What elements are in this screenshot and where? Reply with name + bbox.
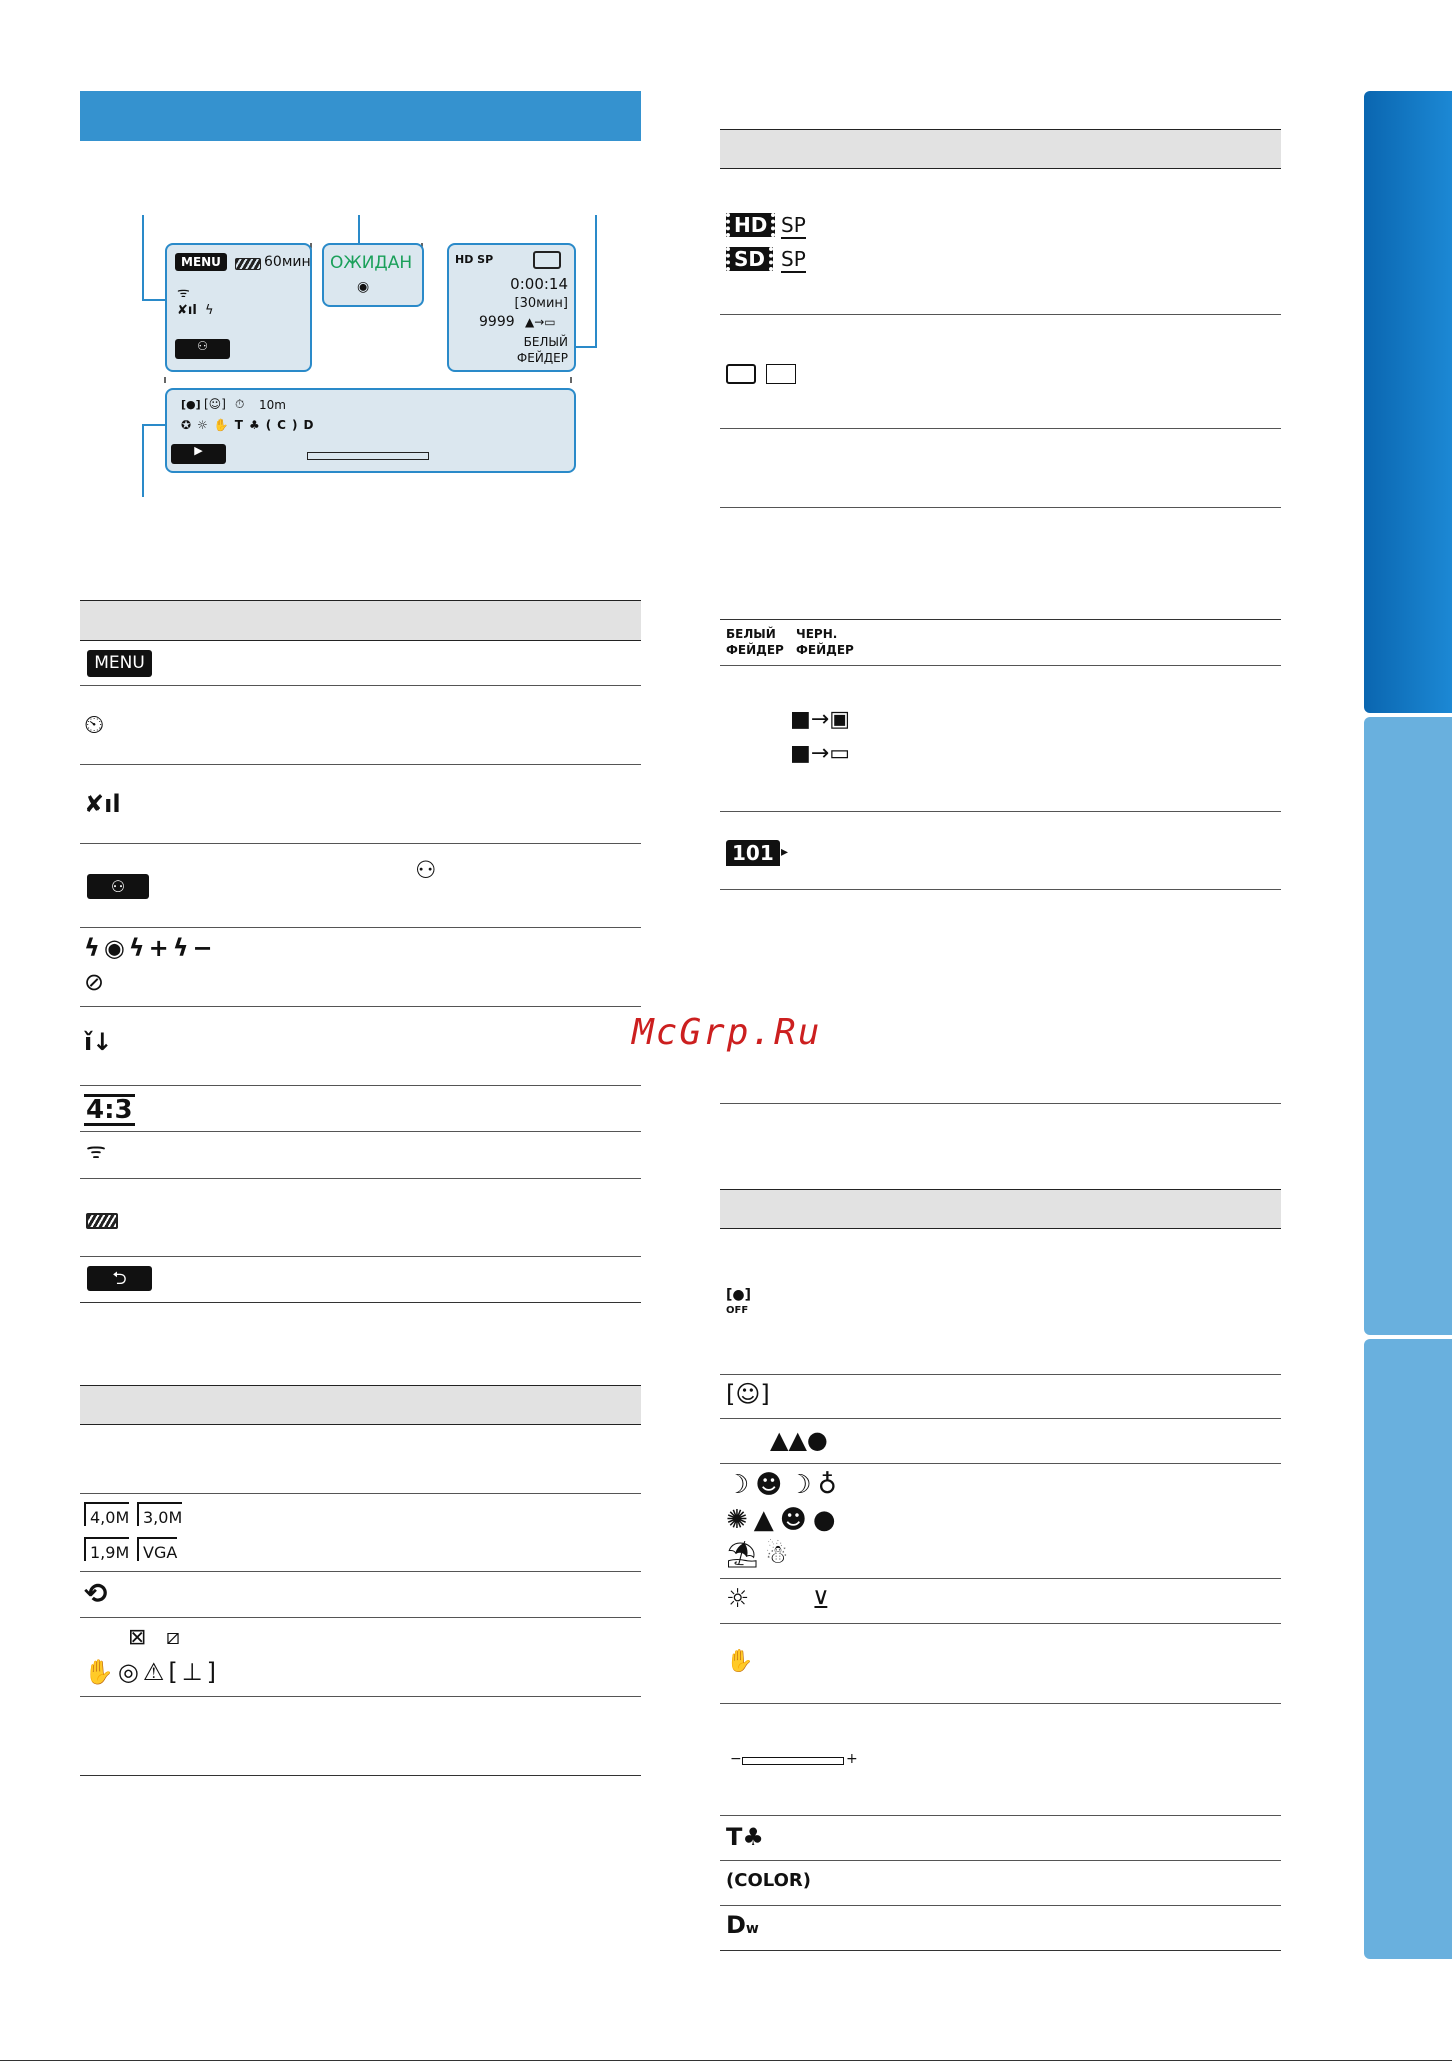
row-divider [80,764,641,765]
row-divider [720,507,1281,508]
row-divider [720,1860,1281,1861]
hd-sp-label: HD SP [455,253,494,266]
backlight-icon: ☼ [726,1584,750,1614]
battery-warning-icon: ⊠ [128,1625,147,1650]
sp-label-2: SP [781,247,806,271]
memory-icon [533,251,561,269]
row-divider [720,314,1281,315]
standby-label: ОЖИДАН [330,253,413,273]
wifi-icon: ᯤ [86,1139,107,1164]
sp-label-1: SP [781,213,806,237]
self-timer-time: 10m [259,398,286,412]
sidebar-tab-2[interactable] [1364,717,1452,1335]
steadyshot-off-icon: ✋ [726,1649,754,1674]
row-divider [80,1696,641,1697]
image-size-4m-label: 4,0M [90,1508,130,1527]
row-divider [720,1623,1281,1624]
lcd-panel-top-right [447,243,576,372]
rec-time: [30мин] [514,296,568,311]
self-timer-icon: ⏱ [235,397,245,411]
row-divider [720,811,1281,812]
image-size-4m-icon [84,1502,129,1526]
image-size-3m-label: 3,0M [143,1508,183,1527]
intelligent-auto-icon: ⚇ [87,874,149,899]
flash-off-icon: ⊘ [84,968,105,996]
image-size-3m-icon [137,1502,182,1526]
intelligent-auto-button[interactable]: ⚇ [175,339,230,359]
menu-button-icon: MENU [87,650,152,677]
mic-level-icon: ǐ↓ [84,1028,113,1056]
sd-label: SD [734,247,766,271]
left-table2-header [80,1385,641,1425]
row-divider [720,1578,1281,1579]
remaining-time: 60мин [264,254,311,270]
row-divider [80,1131,641,1132]
exposure-slider[interactable] [307,452,429,460]
row-divider [80,927,641,928]
face-detect-off-icon: [●] [181,398,201,411]
row-divider [80,685,641,686]
row-divider [80,1617,641,1618]
gps-icon: ✘ıl [177,303,197,318]
row-divider [720,889,1281,890]
lcd-panel-top-left [165,243,312,372]
exposure-bar-icon [742,1757,844,1765]
photo-dest-icon: ▲→▭ [525,315,556,329]
smile-shutter-icon: [☺] [726,1380,770,1408]
row-divider [720,1815,1281,1816]
row-divider [80,1493,641,1494]
row-divider [720,1418,1281,1419]
photo-to-memory-icon: ■→▣ [790,707,851,732]
internal-memory-icon [726,364,756,384]
color-mode-icon: (COLOR) [726,1870,811,1891]
hd-label: HD [734,213,768,237]
row-divider [80,1571,641,1572]
table-end-rule [720,1950,1281,1951]
lcd-panel-bottom [165,388,576,473]
right-table1-header [720,129,1281,169]
scene-icons-row3: ⛱☃ [726,1540,795,1570]
black-fader-label-1: ЧЕРН. [796,627,838,641]
row-divider [720,1703,1281,1704]
row-divider [720,1463,1281,1464]
sidebar-tab-3[interactable] [1364,1339,1452,1959]
row-divider [720,1374,1281,1375]
row-divider [720,665,1281,666]
row-divider [80,1006,641,1007]
intelligent-auto-small-icon: ⚇ [415,856,437,884]
row-divider [80,1256,641,1257]
warning-icons: ✋◎⚠[⊥] [84,1658,220,1686]
smile-shutter-icon: [☺] [204,397,226,411]
table-end-rule [80,1775,641,1776]
landscape-portrait-icons: ▲▲● [770,1426,828,1454]
playback-button[interactable]: ▶ [171,444,226,464]
timecode: 0:00:14 [510,275,568,293]
folder-icon [726,840,780,866]
gps-signal-icon: ✘ıl [84,790,121,818]
repeat-icon: ⟲ [84,1577,108,1610]
photo-to-card-icon: ■→▭ [790,741,851,766]
row-divider [720,1905,1281,1906]
exposure-minus-icon: − [730,1751,742,1767]
image-size-19m-label: 1,9M [90,1543,130,1562]
color-mode-label: COLOR [734,1870,803,1891]
wind-noise-icon: Dw [726,1911,759,1939]
wifi-icon: ᯤ [177,285,190,301]
row-divider [80,1085,641,1086]
battery-icon [235,258,261,270]
exposure-plus-icon: + [846,1751,858,1767]
row-divider [80,843,641,844]
folder-arrow-icon: ▸ [781,844,789,860]
aspect-ratio-icon: 4:3 [86,1095,133,1125]
row-divider [720,1103,1281,1104]
left-table1-header [80,600,641,641]
return-button-icon: ⮌ [87,1266,152,1291]
flash-icon: ϟ [205,303,214,318]
menu-label: MENU [175,253,227,271]
fader-line2: ФЕЙДЕР [516,351,568,365]
sd-quality-icon [726,247,773,271]
table-end-rule [80,1302,641,1303]
scene-icons: ✪☼✋T♣(C)D [181,418,320,432]
photo-capture-icon: ◉ [357,279,370,295]
photo-count: 9999 [479,314,515,330]
memory-card-icon [766,364,796,384]
white-fader-label-1: БЕЛЫЙ [726,627,776,641]
right-table2-header [720,1189,1281,1229]
fader-line1: БЕЛЫЙ [523,335,568,349]
image-size-19m-icon [84,1537,129,1561]
row-divider [720,428,1281,429]
black-fader-label-2: ФЕЙДЕР [796,643,854,657]
folder-number: 101 [732,841,774,865]
white-fader-label-2: ФЕЙДЕР [726,643,784,657]
hd-quality-icon [726,213,775,237]
lcd-panel-top-center [322,243,424,307]
spotlight-icon: ⊻ [812,1586,830,1614]
battery-icon [86,1213,118,1229]
row-divider [720,619,1281,620]
flash-mode-icons: ϟ◉ϟ+ϟ− [84,934,217,962]
row-divider [80,1178,641,1179]
scene-icons-row2: ✺▲☻● [726,1505,842,1535]
footer-rule [0,2060,1452,2061]
self-timer-icon: ⏲ [84,710,105,740]
card-warning-icon: ⧄ [166,1625,180,1650]
scene-icons-row1: ☽☻☽♁ [726,1470,843,1500]
watermark: McGrp.Ru [632,1012,822,1053]
image-size-vga-icon [137,1537,177,1561]
image-size-vga-label: VGA [143,1543,178,1562]
face-detection-off-icon: [●] OFF [726,1287,752,1316]
tele-macro-icon: T♣ [726,1823,764,1851]
